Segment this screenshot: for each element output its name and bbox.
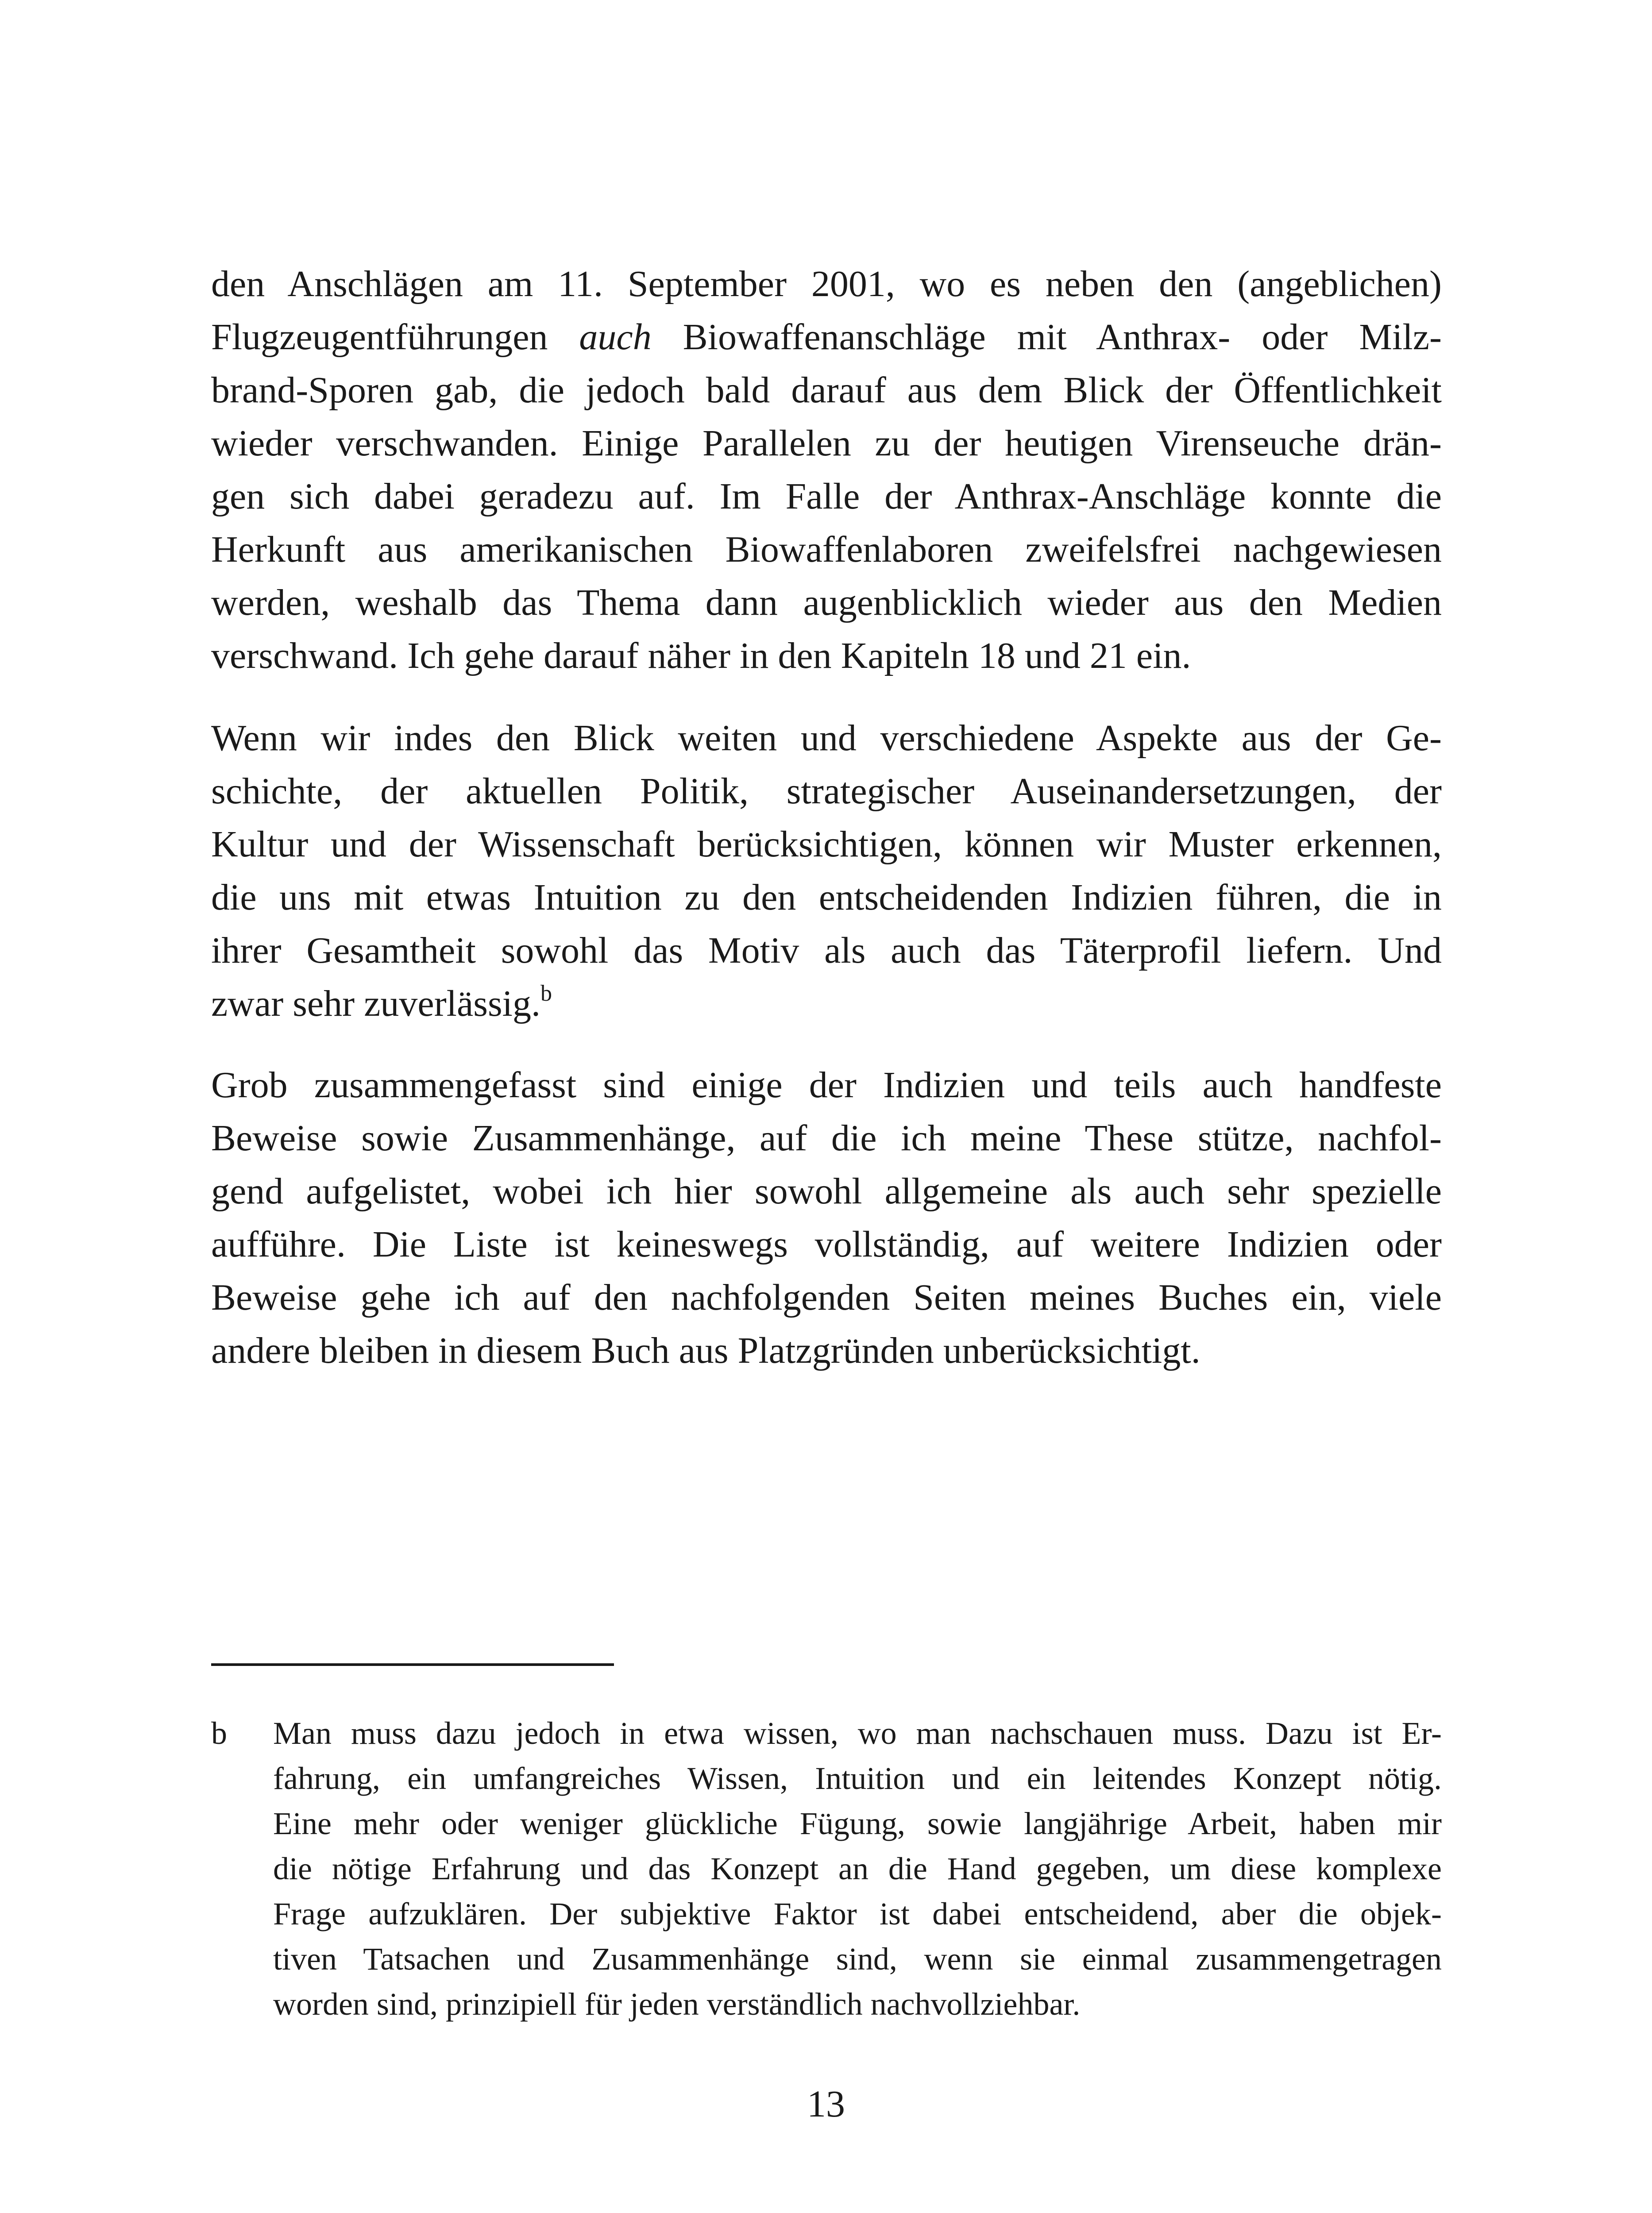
footnote-separator (211, 1663, 614, 1666)
paragraph-line: aufführe. Die Liste ist keineswegs vollständig, auf weitere Indizien oder (211, 1224, 1442, 1265)
footnote-line: Man muss dazu jedoch in etwa wissen, wo man nachschauen muss. Dazu ist Er- (273, 1716, 1442, 1751)
footnote-line: die nötige Erfahrung und das Konzept an die Hand gegeben, um diese komplexe (273, 1851, 1442, 1886)
paragraph-line (211, 311, 1442, 364)
line-text: Biowaffenanschläge mit Anthrax- oder Milz- (651, 316, 1442, 358)
line-text: Flugzeugentführungen (211, 316, 579, 358)
footnote-line: worden sind, prinzipiell für jeden verständlich nachvollziehbar. (273, 1986, 1081, 2022)
footnote-line: Eine mehr oder weniger glückliche Fügung, sowie langjährige Arbeit, haben mir (273, 1806, 1442, 1841)
paragraph-line: brand-Sporen gab, die jedoch bald darauf aus dem Blick der Öffentlichkeit (211, 370, 1442, 411)
footnote-marker: b (211, 1716, 227, 1751)
paragraph-line: Beweise gehe ich auf den nachfolgenden Seiten meines Buches ein, viele (211, 1277, 1442, 1318)
emphasized-word: auch (579, 316, 652, 358)
paragraph-line: andere bleiben in diesem Buch aus Platzgründen unberücksichtigt. (211, 1330, 1200, 1371)
paragraph-line: ihrer Gesamtheit sowohl das Motiv als auch das Täterprofil liefern. Und (211, 930, 1442, 971)
paragraph-line: wieder verschwanden. Einige Parallelen zu der heutigen Virenseuche drän- (211, 423, 1442, 464)
page-number: 13 (807, 2082, 845, 2125)
paragraph-line: schichte, der aktuellen Politik, strategischer Auseinandersetzungen, der (211, 771, 1442, 812)
paragraph-line: Beweise sowie Zusammenhänge, auf die ich meine These stütze, nachfol- (211, 1118, 1442, 1159)
footnote-line: fahrung, ein umfangreiches Wissen, Intuition und ein leitendes Konzept nötig. (273, 1761, 1442, 1796)
paragraph-line: Herkunft aus amerikanischen Biowaffenlaboren zweifelsfrei nachgewiesen (211, 529, 1442, 570)
paragraph-2 (211, 712, 1442, 1030)
paragraph-line: werden, weshalb das Thema dann augenblicklich wieder aus den Medien (211, 582, 1442, 623)
footnote-reference[interactable]: b (540, 981, 552, 1006)
footnote-line: tiven Tatsachen und Zusammenhänge sind, wenn sie einmal zusammengetragen (273, 1941, 1442, 1977)
paragraph-1 (211, 258, 1442, 682)
paragraph-line: gend aufgelistet, wobei ich hier sowohl allgemeine als auch sehr spezielle (211, 1171, 1442, 1212)
paragraph-line: gen sich dabei geradezu auf. Im Falle der Anthrax-Anschläge konnte die (211, 476, 1442, 517)
footnote-line: Frage aufzuklären. Der subjektive Faktor ist dabei entscheidend, aber die objek- (273, 1896, 1442, 1932)
footnote-text (273, 1711, 1442, 2027)
paragraph-line: Wenn wir indes den Blick weiten und verschiedene Aspekte aus der Ge- (211, 717, 1442, 759)
paragraph-line: die uns mit etwas Intuition zu den entscheidenden Indizien führen, die in (211, 877, 1442, 918)
paragraph-3 (211, 1059, 1442, 1377)
paragraph-line: verschwand. Ich gehe darauf näher in den Kapiteln 18 und 21 ein. (211, 635, 1191, 676)
line-text: zwar sehr zuverlässig. (211, 983, 541, 1024)
paragraph-line (211, 977, 1442, 1030)
paragraph-line: Grob zusammengefasst sind einige der Indizien und teils auch handfeste (211, 1064, 1442, 1106)
paragraph-line: Kultur und der Wissenschaft berücksichtigen, können wir Muster erkennen, (211, 824, 1442, 865)
paragraph-line: den Anschlägen am 11. September 2001, wo es neben den (angeblichen) (211, 263, 1442, 305)
